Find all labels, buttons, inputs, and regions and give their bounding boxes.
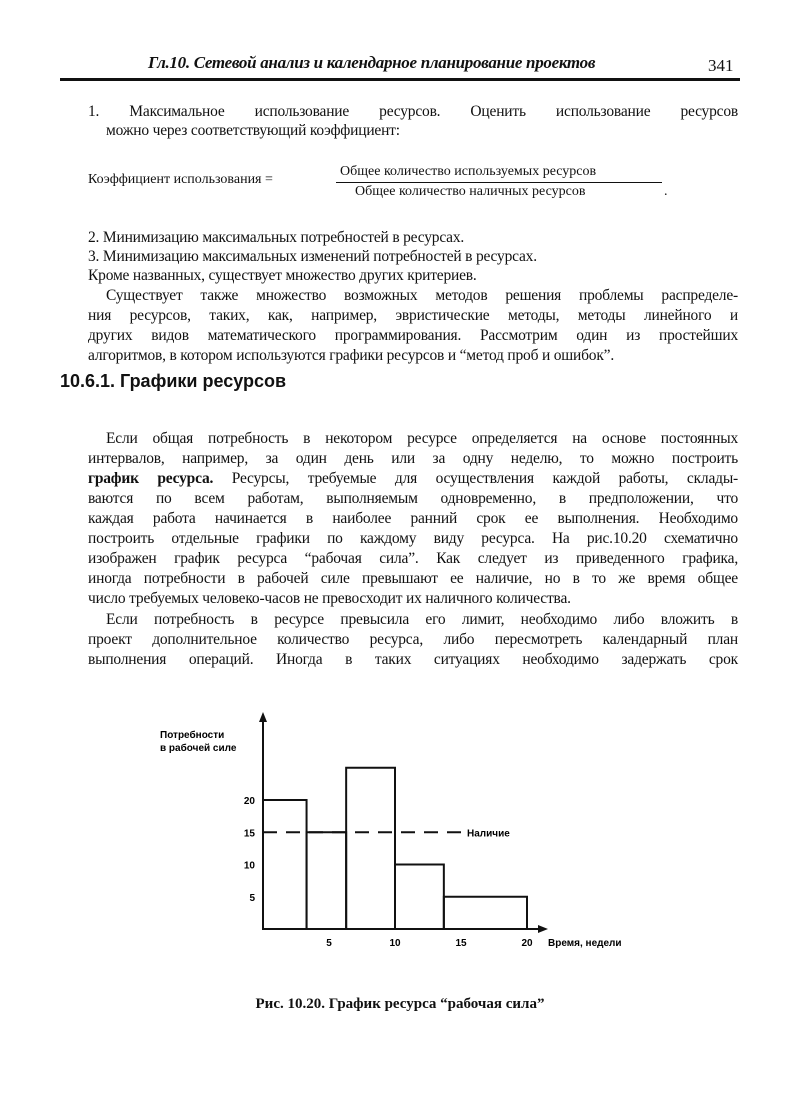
- running-header: Гл.10. Сетевой анализ и календарное планирование проектов: [148, 53, 596, 72]
- x-tick-label: 10: [389, 938, 401, 949]
- list-item-1-line: можно через соответствующий коэффициент:: [106, 122, 400, 139]
- paragraph-line: Если потребность в ресурсе превысила его лимит, необходимо либо вложить в: [106, 611, 738, 628]
- x-tick-label: 15: [455, 938, 467, 949]
- y-axis-arrow: [259, 712, 267, 722]
- paragraph-line: изображен график ресурса “рабочая сила”. Как следует из приведенного графика,: [88, 550, 738, 567]
- section-heading: 10.6.1. Графики ресурсов: [60, 371, 287, 391]
- paragraph-line: ния ресурсов, таких, как, например, эвристические методы, методы линейного и: [88, 307, 738, 324]
- x-tick-label: 5: [326, 938, 332, 949]
- x-axis-arrow: [538, 925, 548, 933]
- y-tick-label: 15: [243, 828, 255, 840]
- line-rest: Ресурсы, требуемые для осуществления каждой работы, склады-: [213, 470, 738, 487]
- paragraph-line: каждая работа начинается в наиболее ранний срок ее выполнения. Необходимо: [88, 510, 738, 527]
- formula-dot: .: [664, 184, 668, 199]
- y-tick-label: 20: [243, 796, 255, 807]
- formula-numerator: Общее количество используемых ресурсов: [340, 164, 597, 179]
- bar: [444, 897, 527, 929]
- bar: [395, 865, 444, 930]
- paragraph-line: интервалов, например, за один день или за одну неделю, то можно построить: [88, 450, 738, 467]
- paragraph-line: ваются по всем работам, выполняемым одновременно, в предположении, что: [88, 490, 738, 507]
- x-tick-label: 20: [521, 938, 533, 949]
- bar: [307, 832, 347, 929]
- y-tick-label: 10: [243, 860, 255, 872]
- y-axis-label: в рабочей силе: [160, 743, 237, 754]
- formula-left: Коэффициент использования =: [88, 172, 273, 187]
- page-number: 341: [708, 56, 734, 75]
- term-bold: график ресурса.: [88, 470, 214, 487]
- x-axis-label: Время, недели: [548, 938, 622, 949]
- y-tick-label: 5: [249, 892, 255, 904]
- paragraph-line: Если общая потребность в некотором ресурсе определяется на основе постоянных: [106, 430, 738, 447]
- paragraph-line: иногда потребности в рабочей силе превышают ее наличие, но в то же время общее: [88, 570, 738, 587]
- paragraph-line: выполнения операций. Иногда в таких ситуациях необходимо задержать срок: [88, 651, 738, 668]
- availability-label: Наличие: [467, 828, 510, 840]
- paragraph-line: построить отдельные графики по каждому виду ресурса. На рис.10.20 схематично: [88, 530, 738, 547]
- y-axis-label: Потребности: [160, 730, 225, 741]
- paragraph-line: алгоритмов, в котором используются графики ресурсов и “метод проб и ошибок”.: [88, 347, 615, 364]
- paragraph-line: других видов математического программирования. Рассмотрим один из простейших: [88, 327, 738, 344]
- list-item-1-line: 1. Максимальное использование ресурсов. Оценить использование ресурсов: [88, 103, 738, 120]
- paragraph-line: 2. Минимизацию максимальных потребностей в ресурсах.: [88, 229, 465, 246]
- bar: [263, 800, 307, 929]
- paragraph-line: проект дополнительное количество ресурса, либо пересмотреть календарный план: [88, 631, 738, 648]
- paragraph-line: 3. Минимизацию максимальных изменений потребностей в ресурсах.: [88, 248, 537, 265]
- paragraph-line: Существует также множество возможных методов решения проблемы распределе-: [106, 287, 738, 304]
- paragraph-line: число требуемых человеко-часов не превосходит их наличного количества.: [88, 590, 571, 607]
- formula-denominator: Общее количество наличных ресурсов: [355, 184, 586, 199]
- bar: [346, 768, 395, 929]
- paragraph-line: Кроме названных, существует множество других критериев.: [88, 267, 477, 284]
- figure-caption: Рис. 10.20. График ресурса “рабочая сила”: [255, 996, 545, 1012]
